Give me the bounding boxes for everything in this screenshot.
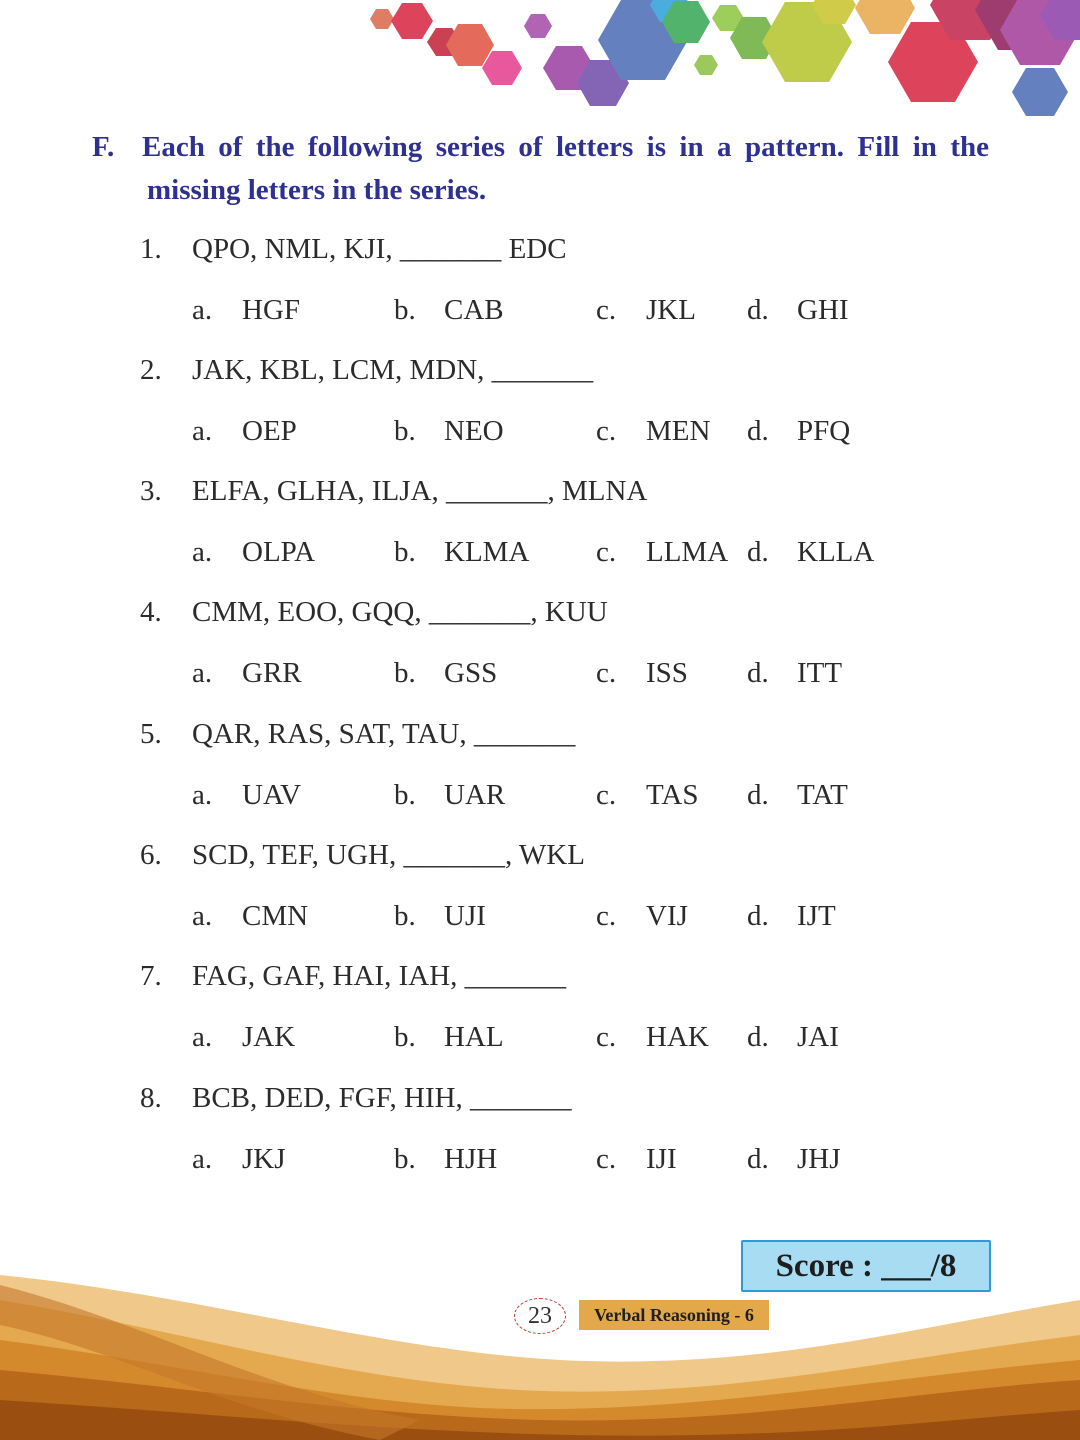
question-number: 4.: [140, 596, 162, 628]
option-text: NEO: [444, 415, 504, 447]
options-2: [192, 411, 952, 451]
question-stem: QAR, RAS, SAT, TAU, _______: [192, 718, 576, 750]
hexagon-shape: [855, 0, 915, 34]
option-text: ISS: [646, 657, 688, 689]
option-text: OLPA: [242, 536, 316, 568]
option-label: b.: [394, 294, 416, 326]
option-label: c.: [596, 415, 617, 447]
option-label: d.: [747, 1143, 769, 1175]
option-label: b.: [394, 900, 416, 932]
option-text: HJH: [444, 1143, 498, 1175]
option-text: CMN: [242, 900, 309, 932]
options-5: [192, 775, 952, 815]
option-text: TAS: [646, 779, 699, 811]
option-text: CAB: [444, 294, 504, 326]
options-8: [192, 1139, 952, 1179]
option-label: d.: [747, 415, 769, 447]
option-text: HAL: [444, 1021, 504, 1053]
option-label: d.: [747, 294, 769, 326]
question-number: 7.: [140, 960, 162, 992]
option-text: JKL: [646, 294, 696, 326]
option-label: c.: [596, 536, 617, 568]
option-text: JKJ: [242, 1143, 286, 1175]
option-label: b.: [394, 536, 416, 568]
option-text: GHI: [797, 294, 849, 326]
option-text: KLLA: [797, 536, 875, 568]
option-text: GSS: [444, 657, 498, 689]
question-stem: ELFA, GLHA, ILJA, _______, MLNA: [192, 475, 648, 507]
option-label: b.: [394, 779, 416, 811]
option-label: b.: [394, 1143, 416, 1175]
page-number: 23: [514, 1298, 566, 1334]
option-text: MEN: [646, 415, 711, 447]
hexagon-shape: [1012, 68, 1068, 116]
option-text: OEP: [242, 415, 297, 447]
instruction-line-1: Each of the following series of letters is in a pattern. Fill in the: [142, 131, 989, 163]
option-text: IJI: [646, 1143, 677, 1175]
option-text: IJT: [797, 900, 836, 932]
option-label: c.: [596, 900, 617, 932]
option-label: a.: [192, 294, 213, 326]
question-stem: QPO, NML, KJI, _______ EDC: [192, 233, 567, 265]
option-text: KLMA: [444, 536, 530, 568]
hexagon-shape: [694, 55, 718, 75]
option-label: c.: [596, 1021, 617, 1053]
option-label: d.: [747, 657, 769, 689]
option-label: c.: [596, 294, 617, 326]
option-label: d.: [747, 779, 769, 811]
question-stem: SCD, TEF, UGH, _______, WKL: [192, 839, 585, 871]
options-3: [192, 532, 952, 572]
option-text: HAK: [646, 1021, 709, 1053]
question-stem: FAG, GAF, HAI, IAH, _______: [192, 960, 567, 992]
option-text: ITT: [797, 657, 843, 689]
option-text: LLMA: [646, 536, 729, 568]
instruction-line-2: missing letters in the series.: [147, 174, 487, 206]
question-number: 2.: [140, 354, 162, 386]
option-text: PFQ: [797, 415, 851, 447]
score-box: Score : ___/8: [741, 1240, 991, 1292]
option-label: b.: [394, 657, 416, 689]
option-text: UAR: [444, 779, 506, 811]
option-label: a.: [192, 1021, 213, 1053]
hexagon-shape: [524, 14, 552, 38]
question-number: 6.: [140, 839, 162, 871]
question-number: 5.: [140, 718, 162, 750]
option-text: UAV: [242, 779, 302, 811]
option-label: c.: [596, 1143, 617, 1175]
option-text: JHJ: [797, 1143, 841, 1175]
question-number: 3.: [140, 475, 162, 507]
option-label: d.: [747, 900, 769, 932]
option-label: a.: [192, 415, 213, 447]
book-title-badge: Verbal Reasoning - 6: [579, 1300, 769, 1330]
option-label: a.: [192, 900, 213, 932]
option-label: a.: [192, 1143, 213, 1175]
question-stem: BCB, DED, FGF, HIH, _______: [192, 1082, 572, 1114]
question-number: 8.: [140, 1082, 162, 1114]
option-label: c.: [596, 657, 617, 689]
option-label: a.: [192, 779, 213, 811]
question-stem: CMM, EOO, GQQ, _______, KUU: [192, 596, 608, 628]
option-label: d.: [747, 1021, 769, 1053]
option-text: VIJ: [646, 900, 688, 932]
option-label: b.: [394, 415, 416, 447]
option-text: UJI: [444, 900, 486, 932]
hexagon-shape: [391, 3, 433, 39]
hexagon-shape: [482, 51, 522, 85]
option-label: a.: [192, 657, 213, 689]
option-text: JAK: [242, 1021, 296, 1053]
question-number: 1.: [140, 233, 162, 265]
options-4: [192, 653, 952, 693]
option-text: JAI: [797, 1021, 839, 1053]
options-1: [192, 290, 952, 330]
option-text: HGF: [242, 294, 301, 326]
option-label: b.: [394, 1021, 416, 1053]
hexagon-shape: [370, 9, 394, 29]
option-text: GRR: [242, 657, 302, 689]
option-label: d.: [747, 536, 769, 568]
option-label: c.: [596, 779, 617, 811]
options-7: [192, 1017, 952, 1057]
section-letter: F.: [92, 131, 115, 163]
hexagon-decoration: [0, 0, 1080, 130]
option-text: TAT: [797, 779, 848, 811]
question-stem: JAK, KBL, LCM, MDN, _______: [192, 354, 594, 386]
options-6: [192, 896, 952, 936]
option-label: a.: [192, 536, 213, 568]
